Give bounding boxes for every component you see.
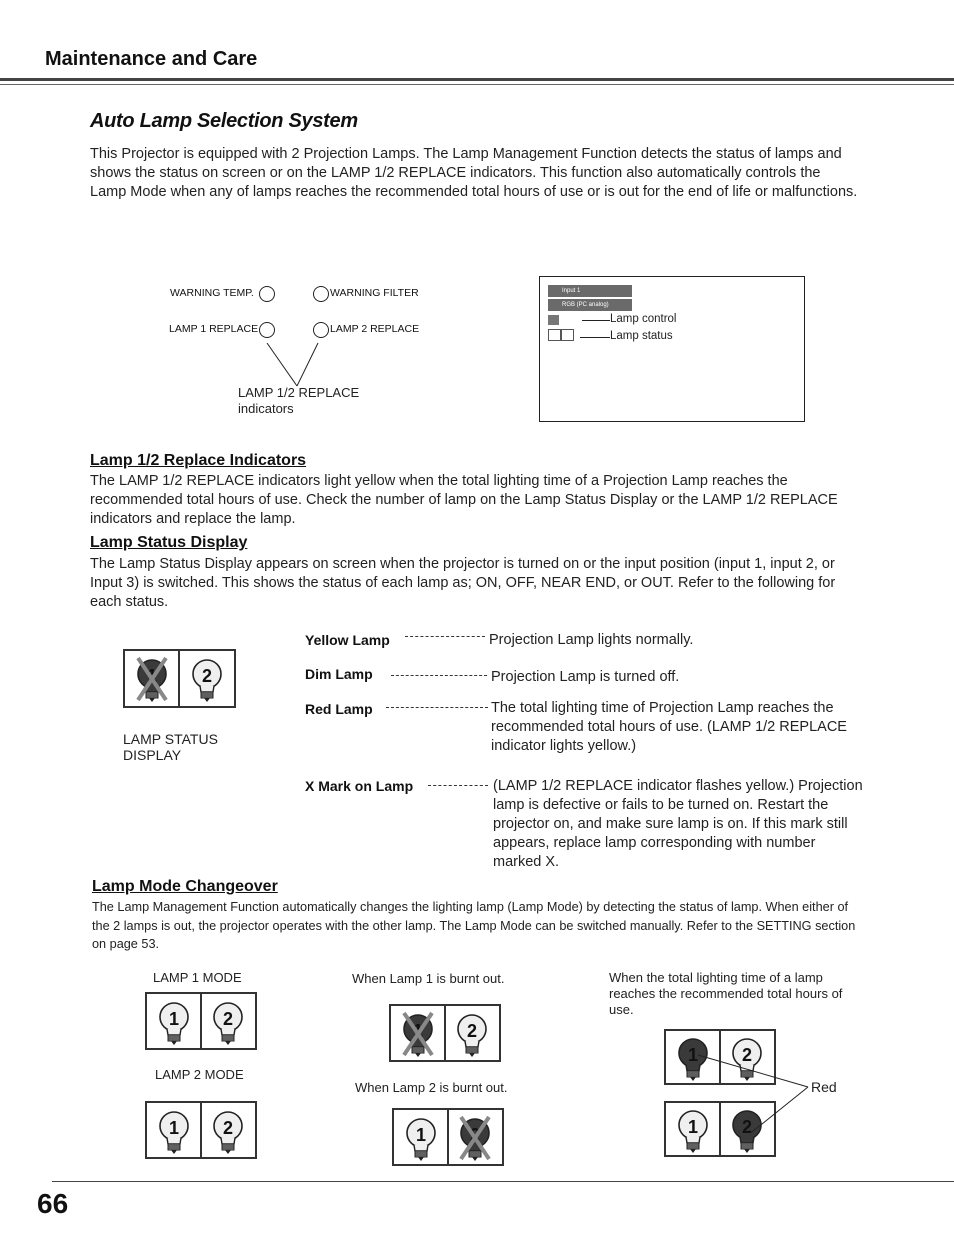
term-x-dash [428,785,488,786]
lamp-1-bulb-x [138,658,166,702]
lamp-status-leader [580,337,610,338]
indicator-pointer-lines [260,333,330,388]
warning-temp-indicator [259,286,275,302]
red-label: Red [811,1079,837,1095]
mode1-lamp1-number: 1 [168,1009,180,1029]
term-yellow-desc: Projection Lamp lights normally. [489,632,694,648]
term-red-desc: The total lighting time of Projection Lamp reaches the recommended total hours of use. (LAMP 1/2 REPLACE indicator lights yellow.) [491,700,847,754]
lamp-status-caption: LAMP STATUS DISPLAY [123,731,218,763]
lamp1-mode-label: LAMP 1 MODE [153,970,242,985]
indicators-caption: LAMP 1/2 REPLACE indicators [238,385,360,416]
term-red-dash [386,707,488,708]
lamp-control-leader [582,320,610,321]
indicator-panel [165,283,445,423]
term-x-mark: X Mark on Lamp [305,778,414,794]
warning-temp-label: WARNING TEMP. [170,287,254,299]
lamp-control-icon [548,315,559,325]
lamp-2-bulb [193,660,221,702]
screen-display [539,276,805,422]
red2-lamp2-number: 2 [741,1117,753,1137]
menu-input: Input 1 [548,285,632,297]
lamp-status-icon-1 [548,329,561,341]
status-display-text: The Lamp Status Display appears on screen when the projector is turned on or the input position (input 1, input 2, or Input 3) is switched. This shows the status of each lamp as; ON, OFF, NEAR END, or OUT. Refer to the following for each status. [90,556,836,610]
term-dim-desc: Projection Lamp is turned off. [491,669,680,685]
burnt2-lamp1-number: 1 [415,1125,427,1145]
lamp2-replace-label: LAMP 2 REPLACE [330,323,420,335]
lamp1-burnt-box [389,1004,501,1062]
lamp2-burnt-label: When Lamp 2 is burnt out. [355,1080,508,1095]
page-number: 66 [37,1188,69,1219]
lamp-status-bulbs [125,651,234,706]
lamp-status-icon-2 [561,329,574,341]
red-pointer-lines [687,1050,815,1140]
lamp2-mode-label: LAMP 2 MODE [155,1067,244,1082]
replace-indicators-text: The LAMP 1/2 REPLACE indicators light yellow when the total lighting time of a Projection Lamp reaches the recommended total hours of use. Check the number of lamp on the Lamp Status Display or the LAMP 1/2 REPLACE indicators and replace the lamp. [90,473,838,527]
lamp-2-number: 2 [201,666,213,686]
term-red-lamp: Red Lamp [305,701,373,717]
total-time-label: When the total lighting time of a lamp reaches the recommended total hours of use. [609,970,843,1017]
lamp-status-label: Lamp status [610,330,673,342]
lamp2-mode-box [145,1101,257,1159]
red2-lamp1-number: 1 [687,1117,699,1137]
term-dim-lamp: Dim Lamp [305,666,373,682]
lamp1-mode-box [145,992,257,1050]
term-yellow-dash [405,636,485,637]
status-display-heading: Lamp Status Display [90,534,248,551]
term-dim-dash [391,675,487,676]
mode-changeover-text: The Lamp Management Function automatically changes the lighting lamp (Lamp Mode) by detecting the status of lamp. When either of the 2 lamps is out, the projector operates with the other lamp. The Lamp Mode can be switched manually. Refer to the SETTING section on page 53. [92,900,856,951]
header-rule-thin [0,84,954,85]
lamp-control-label: Lamp control [610,313,677,325]
lamp1-replace-label: LAMP 1 REPLACE [169,323,259,335]
mode2-lamp2-number: 2 [222,1118,234,1138]
footer-rule [52,1181,954,1182]
header-rule [0,78,954,81]
mode1-lamp2-number: 2 [222,1009,234,1029]
warning-filter-indicator [313,286,329,302]
lamp1-burnt-label: When Lamp 1 is burnt out. [352,971,505,986]
lamp2-burnt-box [392,1108,504,1166]
section-title: Auto Lamp Selection System [90,110,358,132]
chapter-title: Maintenance and Care [45,48,258,70]
term-yellow-lamp: Yellow Lamp [305,632,390,648]
red1-lamp1-number: 1 [687,1045,699,1065]
red1-lamp2-number: 2 [741,1045,753,1065]
menu-rgb: RGB (PC analog) [548,299,632,311]
term-x-desc: (LAMP 1/2 REPLACE indicator flashes yellow.) Projection lamp is defective or fails to be turned on. Restart the projector on, and make sure lamp is on. If this mark still appears, replace lamp corresponding with number marked X. [493,778,863,870]
replace-indicators-heading: Lamp 1/2 Replace Indicators [90,452,307,469]
intro-paragraph: This Projector is equipped with 2 Projection Lamps. The Lamp Management Function detects the status of lamps and shows the status on screen or on the LAMP 1/2 REPLACE indicators. This function also automatically controls the Lamp Mode when any of lamps reaches the recommended total hours of use or is out for the end of life or malfunctions. [90,146,858,200]
lamp-status-display [123,649,236,708]
warning-filter-label: WARNING FILTER [330,287,419,299]
burnt1-lamp2-number: 2 [466,1021,478,1041]
mode2-lamp1-number: 1 [168,1118,180,1138]
mode-changeover-heading: Lamp Mode Changeover [92,878,278,895]
